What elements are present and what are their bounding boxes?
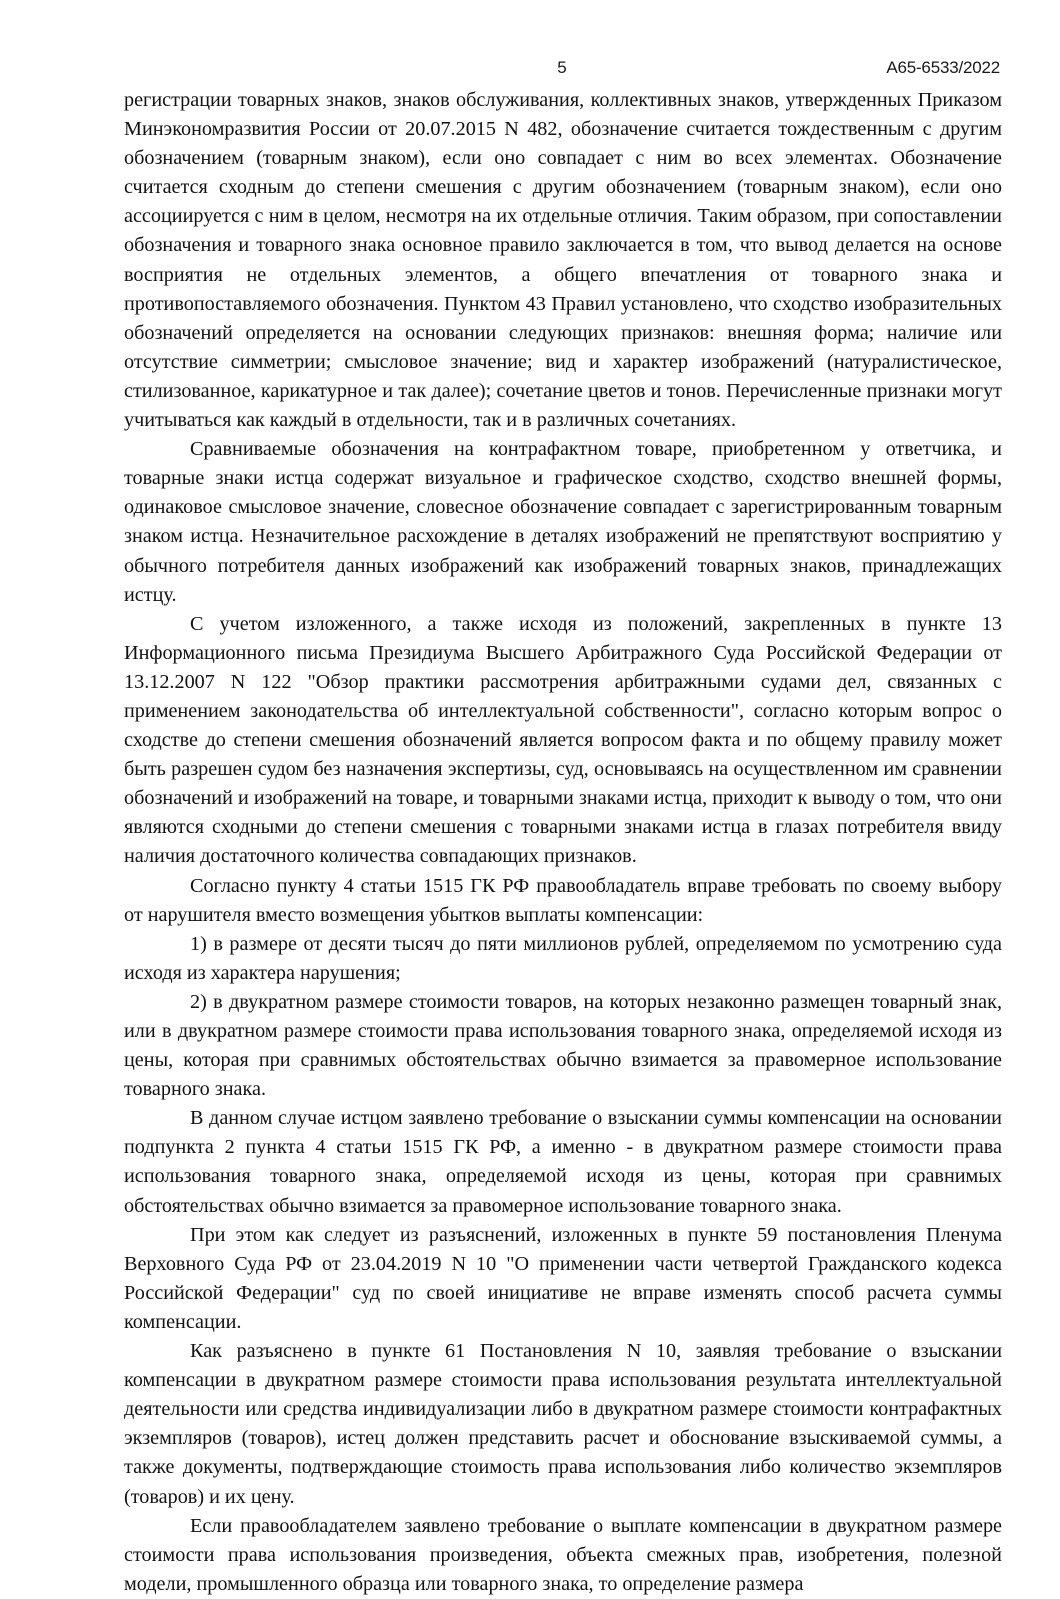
paragraph: Если правообладателем заявлено требование о выплате компенсации в двукратном размере стоимости права использования произведения, объекта смежных прав, изобретения, полезной модели, промышленного образца или товарного знака, то определение размера: [124, 1514, 1002, 1595]
page-header: [124, 58, 1000, 80]
paragraph: При этом как следует из разъяснений, изложенных в пункте 59 постановления Пленума Верховного Суда РФ от 23.04.2019 N 10 "О применении части четвертой Гражданского кодекса Российской Федерации" суд по своей инициативе не вправе изменять способ расчета суммы компенсации.: [124, 1223, 1002, 1333]
paragraph: В данном случае истцом заявлено требование о взыскании суммы компенсации на основании подпункта 2 пункта 4 статьи 1515 ГК РФ, а именно - в двукратном размере стоимости права использования товарного знака, определяемой исходя из цены, которая при сравнимых обстоятельствах обычно взимается за правомерное использование товарного знака.: [124, 1107, 1002, 1217]
document-body: [124, 86, 1002, 1599]
case-number: A65-6533/2022: [886, 58, 1000, 77]
paragraph: Как разъяснено в пункте 61 Постановления N 10, заявляя требование о взыскании компенсации в двукратном размере стоимости права использования результата интеллектуальной деятельности или средства индивидуализации либо в двукратном размере стоимости контрафактных экземпляров (товаров), истец должен представить расчет и обоснование взыскиваемой суммы, а также документы, подтверждающие стоимость права использования либо количество экземпляров (товаров) и их цену.: [124, 1340, 1002, 1508]
paragraph: 1) в размере от десяти тысяч до пяти миллионов рублей, определяемом по усмотрению суда исходя из характера нарушения;: [124, 932, 1002, 984]
paragraph: С учетом изложенного, а также исходя из положений, закрепленных в пункте 13 Информационного письма Президиума Высшего Арбитражного Суда Российской Федерации от 13.12.2007 N 122 "Обзор практики рассмотрения арбитражными судами дел, связанных с применением законодательства об интеллектуальной собственности", согласно которым вопрос о сходстве до степени смешения обозначений является вопросом факта и по общему правилу может быть разрешен судом без назначения экспертизы, суд, основываясь на осуществленном им сравнении обозначений и изображений на товаре, и товарными знаками истца, приходит к выводу о том, что они являются сходными до степени смешения с товарными знаками истца в глазах потребителя ввиду наличия достаточного количества совпадающих признаков.: [124, 612, 1002, 868]
paragraph: регистрации товарных знаков, знаков обслуживания, коллективных знаков, утвержденных Приказом Минэкономразвития России от 20.07.2015 N 482, обозначение считается тождественным с другим обозначением (товарным знаком), если оно совпадает с ним во всех элементах. Обозначение считается сходным до степени смешения с другим обозначением (товарным знаком), если оно ассоциируется с ним в целом, несмотря на их отдельные отличия. Таким образом, при сопоставлении обозначения и товарного знака основное правило заключается в том, что вывод делается на основе восприятия не отдельных элементов, а общего впечатления от товарного знака и противопоставляемого обозначения. Пунктом 43 Правил установлено, что сходство изобразительных обозначений определяется на основании следующих признаков: внешняя форма; наличие или отсутствие симметрии; смысловое значение; вид и характер изображений (натуралистическое, стилизованное, карикатурное и так далее); сочетание цветов и тонов. Перечисленные признаки могут учитываться как каждый в отдельности, так и в различных сочетаниях.: [124, 89, 1002, 432]
page-number: 5: [557, 58, 567, 77]
paragraph: 2) в двукратном размере стоимости товаров, на которых незаконно размещен товарный знак, или в двукратном размере стоимости права использования товарного знака, определяемой исходя из цены, которая при сравнимых обстоятельствах обычно взимается за правомерное использование товарного знака.: [124, 990, 1002, 1101]
paragraph: Сравниваемые обозначения на контрафактном товаре, приобретенном у ответчика, и товарные знаки истца содержат визуальное и графическое сходство, сходство внешней формы, одинаковое смысловое значение, словесное обозначение совпадает с зарегистрированным товарным знаком истца. Незначительное расхождение в деталях изображений не препятствуют восприятию у обычного потребителя данных изображений как изображений товарных знаков, принадлежащих истцу.: [124, 438, 1002, 606]
paragraph: Согласно пункту 4 статьи 1515 ГК РФ правообладатель вправе требовать по своему выбору от нарушителя вместо возмещения убытков выплаты компенсации:: [124, 874, 1002, 926]
